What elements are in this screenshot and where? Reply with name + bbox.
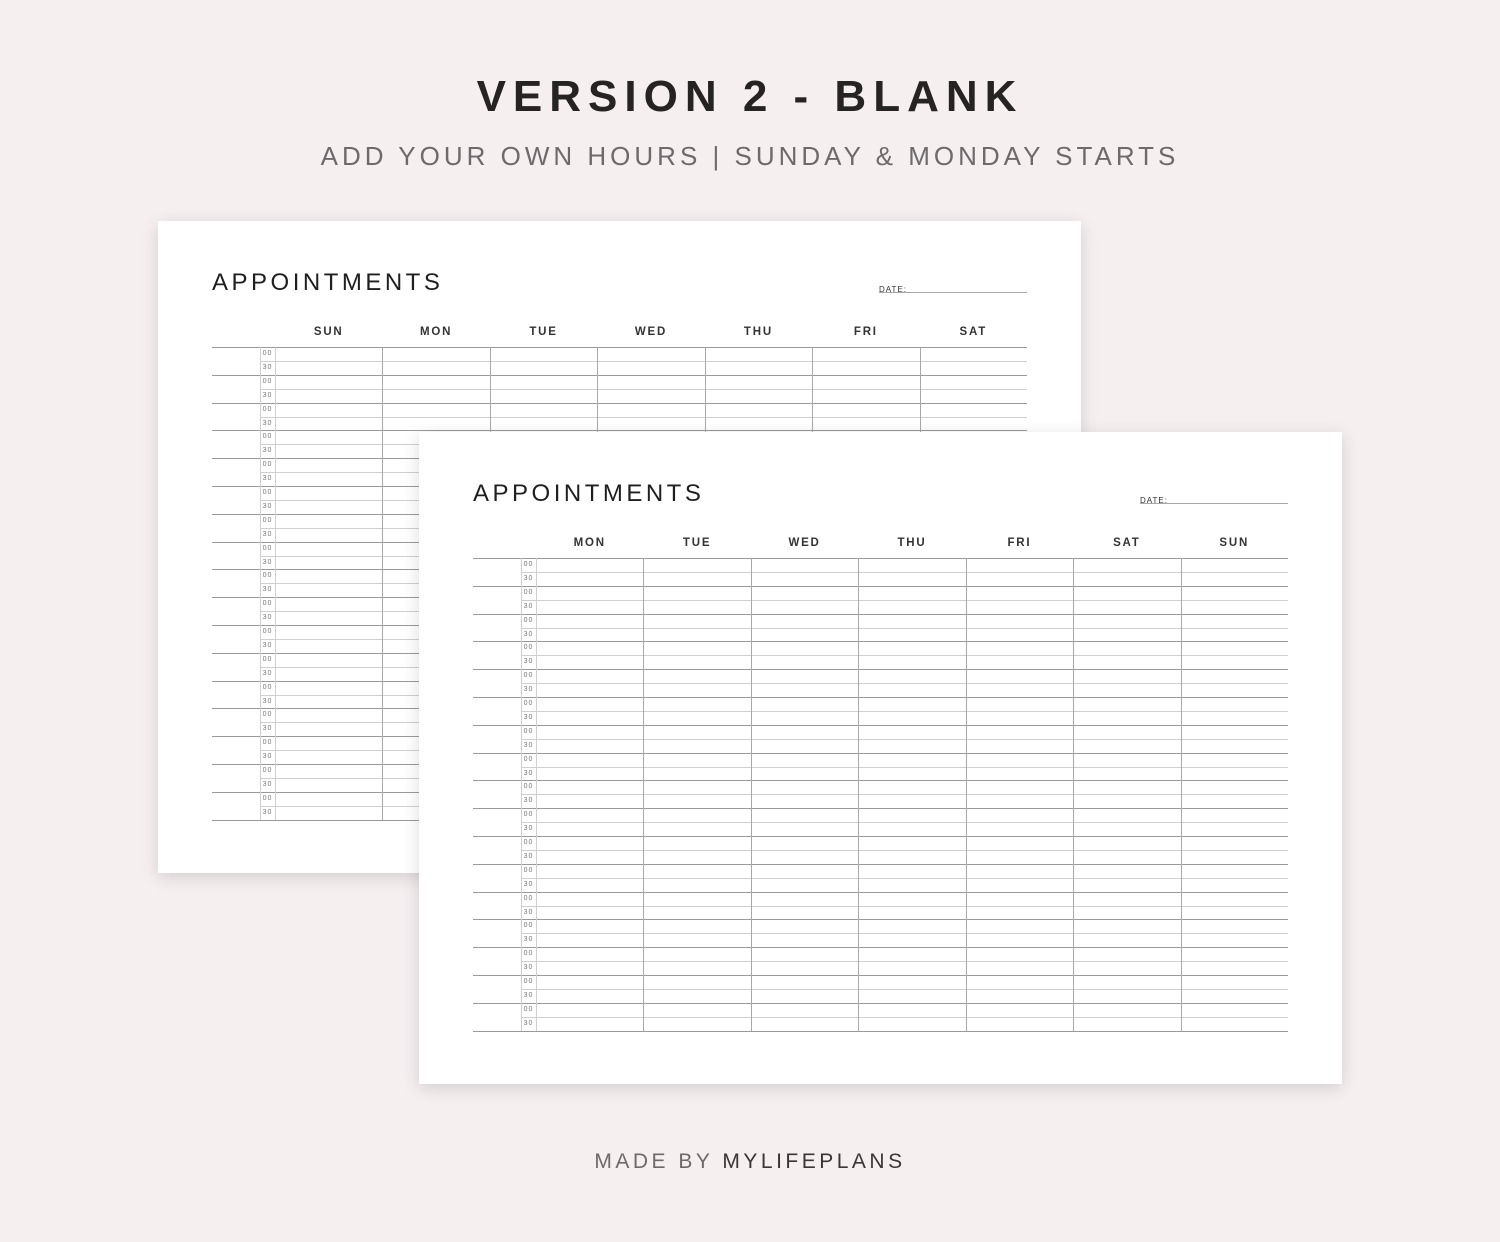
slot-label: 30 bbox=[523, 964, 534, 972]
hour-line bbox=[212, 347, 1027, 348]
slot-label: 30 bbox=[523, 602, 534, 610]
day-header: WED bbox=[788, 537, 821, 549]
slot-label: 30 bbox=[262, 614, 273, 622]
slot-label: 00 bbox=[262, 655, 273, 663]
sheet-title: APPOINTMENTS bbox=[473, 480, 705, 507]
slot-label: 00 bbox=[262, 350, 273, 357]
slot-label: 30 bbox=[262, 363, 273, 371]
slot-label: 00 bbox=[523, 950, 534, 958]
day-header: SUN bbox=[313, 326, 344, 338]
hour-line bbox=[473, 919, 1288, 920]
slot-label: 00 bbox=[262, 433, 273, 441]
slot-label: 30 bbox=[523, 713, 534, 721]
slot-label: 30 bbox=[523, 658, 534, 666]
half-hour-line bbox=[521, 711, 1288, 712]
slot-label: 00 bbox=[262, 794, 273, 802]
half-hour-line bbox=[521, 572, 1288, 573]
half-hour-line bbox=[521, 794, 1288, 795]
hour-line bbox=[473, 753, 1288, 754]
slot-label: 30 bbox=[262, 447, 273, 455]
slot-label: 30 bbox=[523, 574, 534, 582]
slot-label: 00 bbox=[523, 894, 534, 902]
slot-label: 00 bbox=[523, 922, 534, 930]
slot-label: 00 bbox=[262, 544, 273, 552]
label-column-line bbox=[275, 347, 276, 820]
day-header: TUE bbox=[682, 537, 712, 549]
slot-label: 30 bbox=[523, 630, 534, 638]
slot-label: 30 bbox=[262, 753, 273, 761]
slot-label: 30 bbox=[523, 852, 534, 860]
slot-label: 00 bbox=[523, 727, 534, 735]
slot-label: 30 bbox=[262, 669, 273, 677]
slot-label: 00 bbox=[262, 739, 273, 747]
day-header: MON bbox=[573, 537, 606, 549]
hour-line bbox=[473, 697, 1288, 698]
hour-line bbox=[473, 808, 1288, 809]
slot-label: 30 bbox=[523, 825, 534, 833]
slot-label: 00 bbox=[523, 644, 534, 652]
slot-label: 00 bbox=[523, 783, 534, 791]
slot-label: 30 bbox=[262, 502, 273, 510]
hour-line bbox=[473, 864, 1288, 865]
hour-line bbox=[473, 780, 1288, 781]
hour-line bbox=[473, 558, 1288, 559]
slot-label: 00 bbox=[523, 616, 534, 624]
day-header: TUE bbox=[529, 326, 558, 338]
schedule-grid[interactable] bbox=[473, 558, 1288, 1030]
half-hour-line bbox=[521, 739, 1288, 740]
slot-label: 30 bbox=[523, 741, 534, 749]
day-column-line bbox=[1073, 558, 1074, 1031]
hour-line bbox=[212, 403, 1027, 404]
slot-label: 30 bbox=[523, 1019, 534, 1027]
day-column-line bbox=[858, 558, 859, 1031]
slot-label: 30 bbox=[262, 558, 273, 566]
slot-label: 00 bbox=[262, 489, 273, 496]
hour-line bbox=[473, 614, 1288, 615]
day-header: THU bbox=[743, 326, 773, 338]
hour-line bbox=[473, 586, 1288, 587]
day-header: MON bbox=[420, 326, 453, 338]
day-header: SAT bbox=[1113, 537, 1141, 549]
slot-label: 00 bbox=[262, 767, 273, 774]
slot-label: 30 bbox=[523, 936, 534, 944]
day-column-line bbox=[382, 347, 383, 820]
half-hour-line bbox=[260, 389, 1027, 390]
planner-sheet-monday-start bbox=[419, 432, 1342, 1084]
hour-line bbox=[473, 947, 1288, 948]
slot-label: 30 bbox=[523, 880, 534, 888]
date-field[interactable] bbox=[879, 279, 1027, 293]
slot-label: 00 bbox=[523, 561, 534, 568]
slot-label: 00 bbox=[262, 377, 273, 385]
slot-label: 30 bbox=[262, 725, 273, 733]
hour-line bbox=[473, 1031, 1288, 1032]
label-column-line bbox=[521, 558, 522, 1031]
slot-label: 30 bbox=[262, 419, 273, 427]
slot-label: 00 bbox=[523, 978, 534, 985]
slot-label: 00 bbox=[523, 811, 534, 819]
slot-label: 30 bbox=[262, 641, 273, 649]
slot-label: 00 bbox=[262, 628, 273, 635]
slot-label: 00 bbox=[523, 588, 534, 596]
page-title: VERSION 2 - BLANK bbox=[476, 72, 1024, 121]
day-column-line bbox=[1181, 558, 1182, 1031]
slot-label: 30 bbox=[262, 808, 273, 816]
label-column-line bbox=[536, 558, 537, 1031]
slot-label: 00 bbox=[262, 516, 273, 524]
slot-label: 00 bbox=[523, 839, 534, 846]
slot-label: 30 bbox=[262, 475, 273, 483]
half-hour-line bbox=[521, 850, 1288, 851]
half-hour-line bbox=[521, 989, 1288, 990]
half-hour-line bbox=[260, 417, 1027, 418]
day-header: FRI bbox=[1007, 537, 1032, 549]
day-header: SAT bbox=[959, 326, 988, 338]
slot-label: 30 bbox=[523, 797, 534, 805]
footer-credit bbox=[0, 1150, 1500, 1174]
slot-label: 00 bbox=[262, 405, 273, 413]
slot-label: 30 bbox=[262, 697, 273, 705]
day-header: FRI bbox=[853, 326, 878, 338]
hour-line bbox=[212, 375, 1027, 376]
slot-label: 00 bbox=[523, 672, 534, 680]
slot-label: 30 bbox=[262, 780, 273, 788]
half-hour-line bbox=[521, 1017, 1288, 1018]
slot-label: 30 bbox=[262, 391, 273, 399]
slot-label: 00 bbox=[262, 683, 273, 691]
date-label: DATE: bbox=[879, 285, 907, 294]
slot-label: 00 bbox=[262, 600, 273, 608]
day-column-line bbox=[966, 558, 967, 1031]
slot-label: 00 bbox=[523, 1005, 534, 1013]
half-hour-line bbox=[521, 628, 1288, 629]
footer-brand: MYLIFEPLANS bbox=[722, 1150, 906, 1173]
day-header: THU bbox=[897, 537, 927, 549]
slot-label: 00 bbox=[523, 866, 534, 874]
day-header: SUN bbox=[1219, 537, 1250, 549]
hour-line bbox=[473, 725, 1288, 726]
date-label: DATE: bbox=[1140, 496, 1168, 505]
slot-label: 30 bbox=[523, 991, 534, 999]
slot-label: 30 bbox=[523, 686, 534, 694]
footer-prefix: MADE BY bbox=[594, 1150, 714, 1173]
hour-line bbox=[473, 836, 1288, 837]
day-column-line bbox=[643, 558, 644, 1031]
sheet-title: APPOINTMENTS bbox=[212, 269, 444, 296]
hour-line bbox=[473, 1003, 1288, 1004]
half-hour-line bbox=[521, 767, 1288, 768]
slot-label: 30 bbox=[523, 908, 534, 916]
slot-label: 30 bbox=[262, 530, 273, 538]
hour-line bbox=[473, 641, 1288, 642]
day-header: WED bbox=[634, 326, 668, 338]
slot-label: 00 bbox=[262, 572, 273, 580]
label-column-line bbox=[260, 347, 261, 820]
half-hour-line bbox=[521, 683, 1288, 684]
hour-line bbox=[473, 669, 1288, 670]
day-column-line bbox=[751, 558, 752, 1031]
slot-label: 30 bbox=[262, 586, 273, 594]
half-hour-line bbox=[521, 961, 1288, 962]
hour-line bbox=[473, 975, 1288, 976]
slot-label: 00 bbox=[262, 461, 273, 469]
slot-label: 00 bbox=[523, 700, 534, 707]
slot-label: 30 bbox=[523, 769, 534, 777]
hour-line bbox=[473, 892, 1288, 893]
half-hour-line bbox=[521, 822, 1288, 823]
half-hour-line bbox=[521, 600, 1288, 601]
half-hour-line bbox=[521, 933, 1288, 934]
slot-label: 00 bbox=[523, 755, 534, 763]
half-hour-line bbox=[521, 906, 1288, 907]
date-field[interactable] bbox=[1140, 490, 1288, 504]
half-hour-line bbox=[260, 361, 1027, 362]
slot-label: 00 bbox=[262, 711, 273, 719]
half-hour-line bbox=[521, 655, 1288, 656]
half-hour-line bbox=[521, 878, 1288, 879]
page-subtitle: ADD YOUR OWN HOURS | SUNDAY & MONDAY STARTS bbox=[320, 141, 1180, 171]
